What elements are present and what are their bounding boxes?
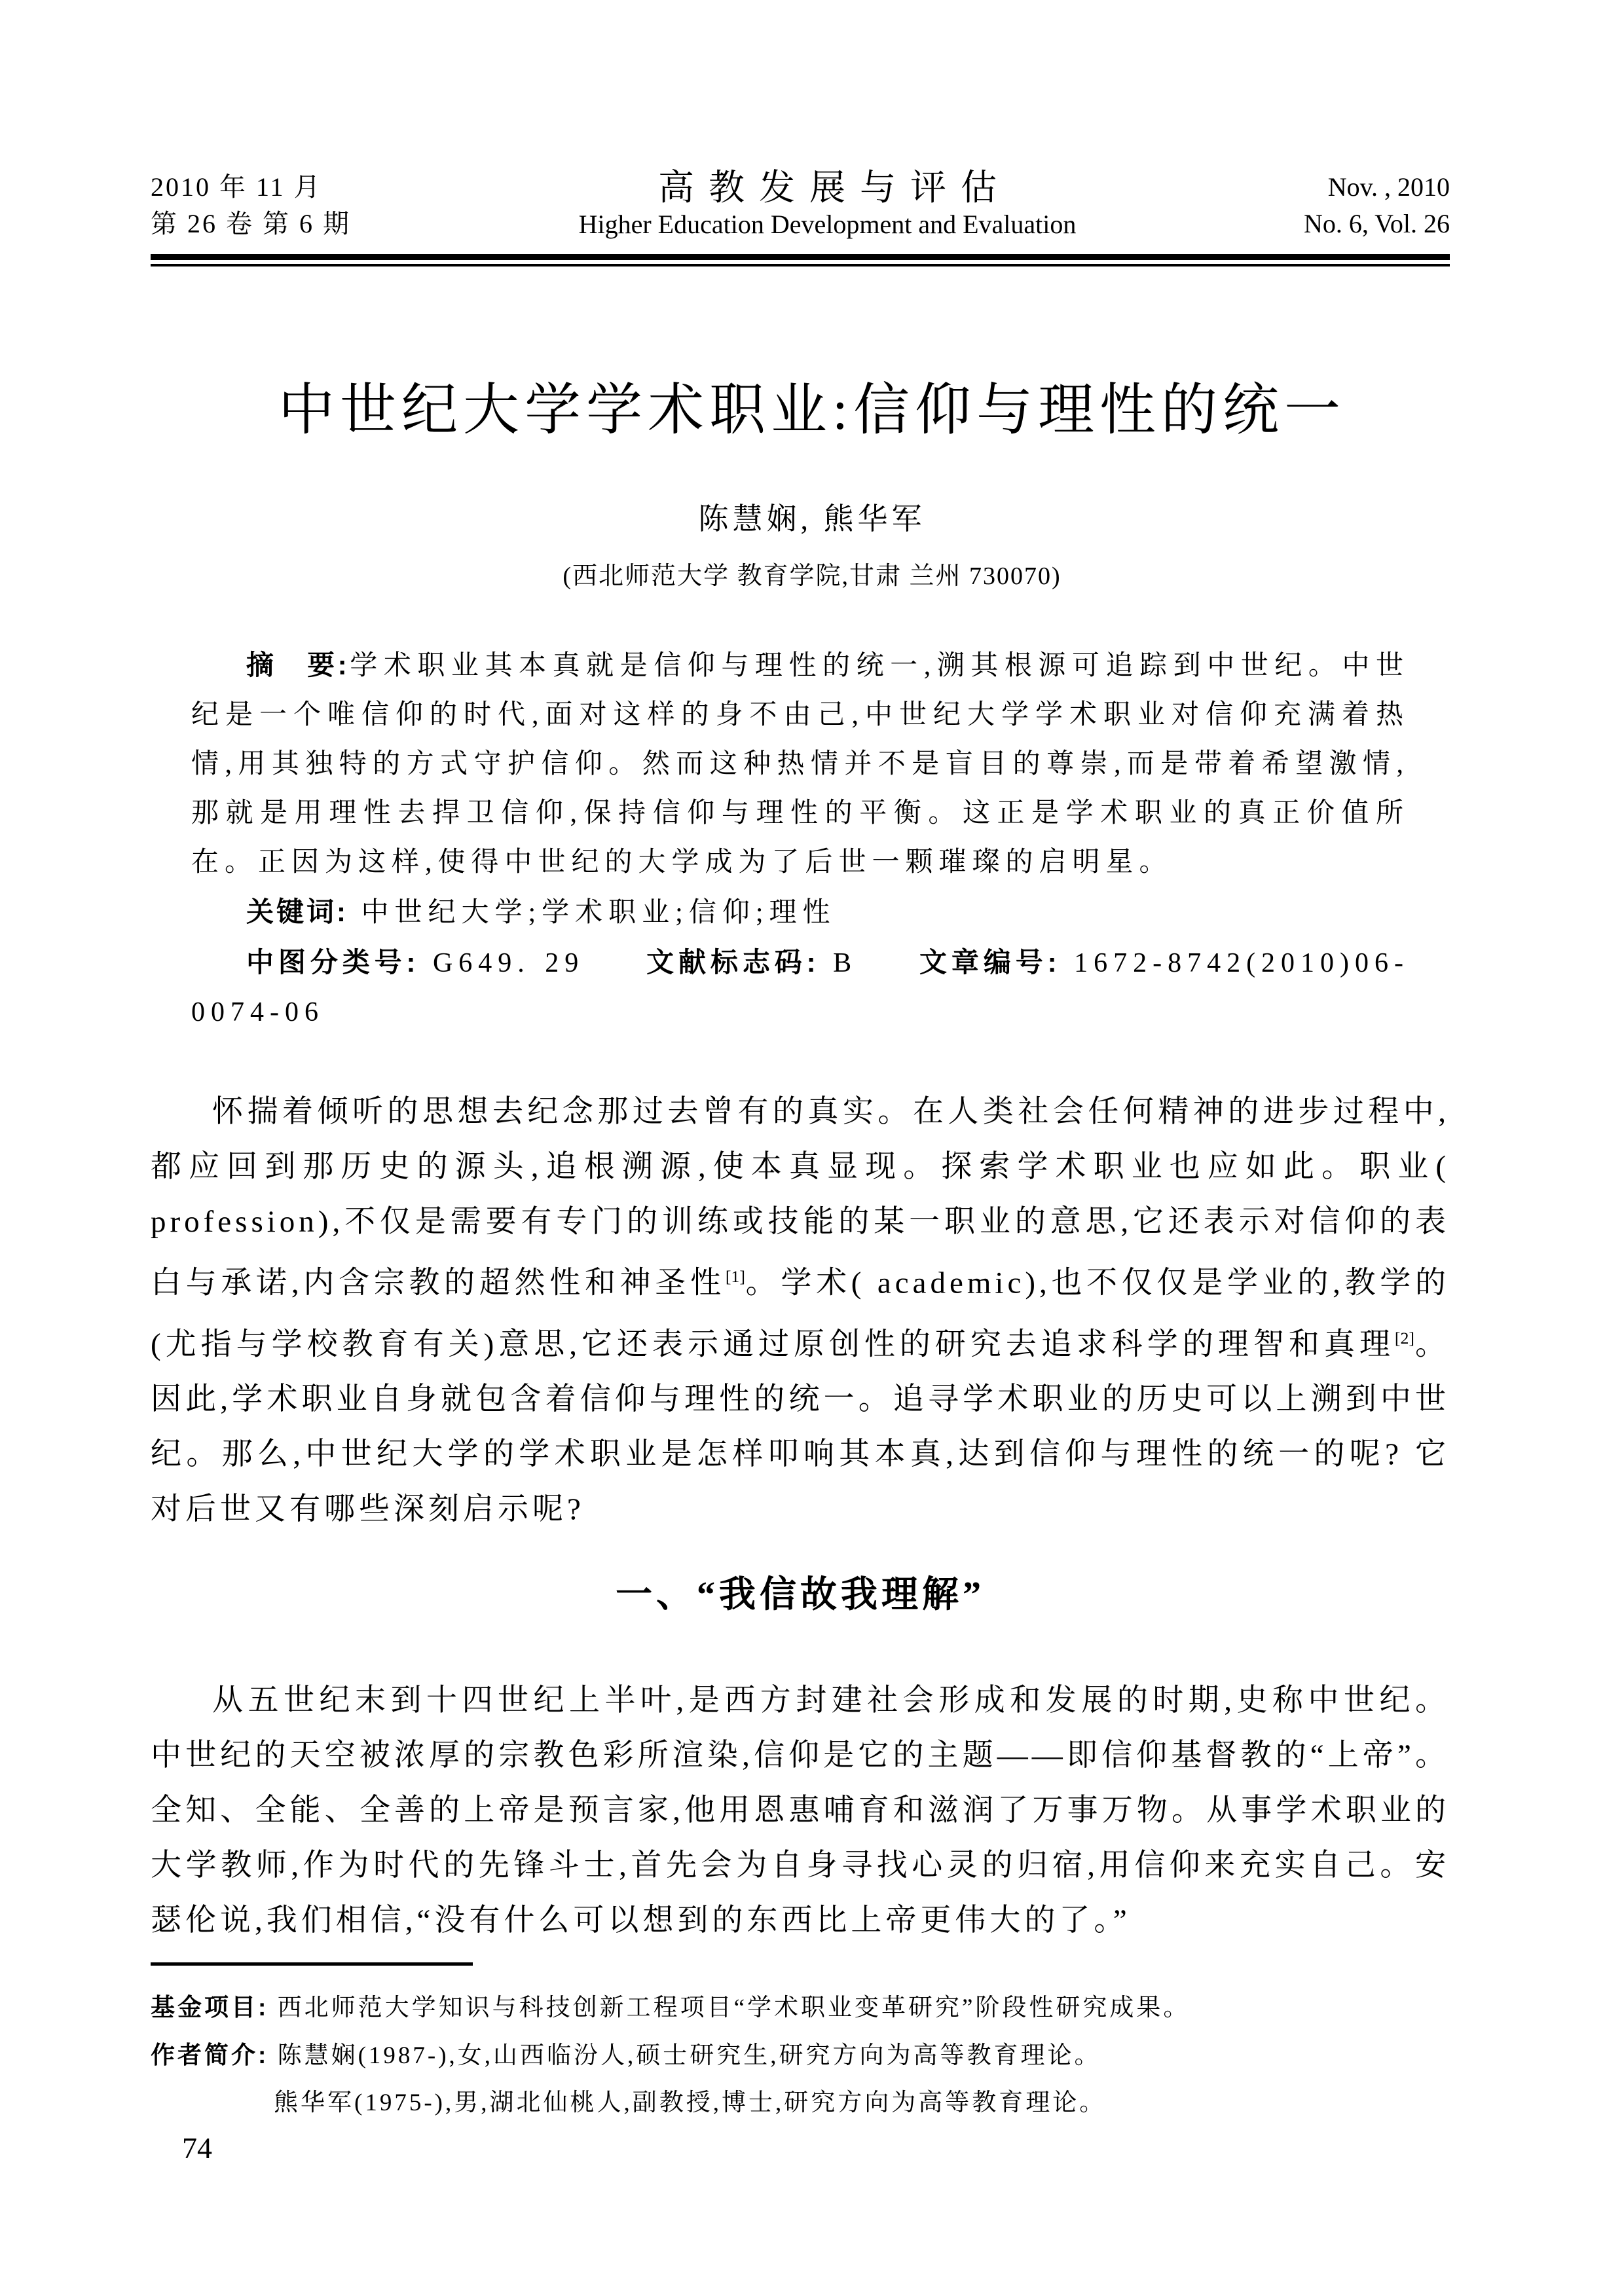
bio-label: 作者简介: — [151, 2042, 269, 2068]
doc-code-value: B — [833, 948, 858, 978]
footnotes-section — [151, 1984, 1450, 2127]
page-number: 74 — [182, 2131, 212, 2165]
doc-code-label: 文献标志码: — [644, 947, 819, 978]
section-paragraph: 从五世纪末到十四世纪上半叶,是西方封建社会形成和发展的时期,史称中世纪。中世纪的天空被浓厚的宗教色彩所渲染,信仰是它的主题——即信仰基督教的“上帝”。全知、全能、全善的上帝是预言家,他用恩惠哺育和滋润了万事万物。从事学术职业的大学教师,作为时代的先锋斗士,首先会为自身寻找心灵的归宿,用信仰来充实自己。安瑟伦说,我们相信,“没有什么可以想到的东西比上帝更伟大的了。” — [151, 1683, 1450, 1938]
intro-text-2: 。学术( academic),也不仅仅是学业的,教学的(尤指与学校教育有关)意思,它还表示通过原创性的研究去追求科学的理智和真理 — [151, 1266, 1450, 1362]
abstract-paragraph — [191, 640, 1409, 887]
header-issue-en-block — [1304, 169, 1450, 242]
author-bio-1 — [151, 2032, 1450, 2080]
header-volume-en: No. 6, Vol. 26 — [1303, 209, 1450, 238]
abstract-text: 学术职业其本真就是信仰与理性的统一,溯其根源可追踪到中世纪。中世纪是一个唯信仰的时代,面对这样的身不由己,中世纪大学学术职业对信仰充满着热情,用其独特的方式守护信仰。然而这种热情并不是盲目的尊崇,而是带着希望激情,那就是用理性去捍卫信仰,保持信仰与理性的平衡。这正是学术职业的真正价值所在。正因为这样,使得中世纪的大学成为了后世一颗璀璨的启明星。 — [191, 651, 1409, 877]
citation-ref-1: [1] — [725, 1267, 745, 1286]
classification-line — [191, 938, 1409, 1037]
keywords-label: 关键词: — [246, 896, 348, 927]
journal-header — [151, 169, 1450, 242]
clc-label: 中图分类号: — [246, 947, 418, 978]
journal-title-en: Higher Education Development and Evaluation — [578, 210, 1077, 239]
intro-text-1: 怀揣着倾听的思想去纪念那过去曾有的真实。在人类社会任何精神的进步过程中,都应回到那历史的源头,追根溯源,使本真显现。探索学术职业也应如此。职业( profession),不仅是需要有专门的训练或技能的某一职业的意思,它还表示对信仰的表白与承诺,内含宗教的超然性和神圣性 — [151, 1095, 1450, 1300]
article-affiliation: (西北师范大学 教育学院,甘肃 兰州 730070) — [563, 562, 1061, 590]
fund-note — [151, 1984, 1450, 2032]
clc-value: G649. 29 — [432, 948, 585, 978]
intro-text-3: 。因此,学术职业自身就包含着信仰与理性的统一。追寻学术职业的历史可以上溯到中世纪。那么,中世纪大学的学术职业是怎样叩响其本真,达到信仰与理性的统一的呢? 它对后世又有哪些深刻启示呢? — [151, 1327, 1450, 1527]
author-bio-2: 熊华军(1975-),男,湖北仙桃人,副教授,博士,研究方向为高等教育理论。 — [274, 2089, 1107, 2116]
abstract-section — [191, 640, 1409, 1037]
fund-label: 基金项目: — [151, 1994, 269, 2021]
header-divider-rule — [151, 254, 1450, 266]
header-date-cn: 2010 年 11 月 — [151, 172, 322, 202]
article-id-value: 1672-8742(2010)06-0074-06 — [191, 948, 1410, 1027]
header-issue-cn-block — [151, 169, 351, 242]
article-id-label: 文章编号: — [917, 947, 1060, 978]
article-title: 中世纪大学学术职业:信仰与理性的统一 — [278, 378, 1346, 441]
fund-text: 西北师范大学知识与科技创新工程项目“学术职业变革研究”阶段性研究成果。 — [277, 1994, 1190, 2021]
header-volume-cn: 第 26 卷 第 6 期 — [151, 209, 351, 238]
abstract-label: 摘 要: — [246, 650, 350, 680]
article-authors: 陈慧娴, 熊华军 — [698, 502, 926, 536]
journal-title-cn: 高教发展与评估 — [657, 168, 1011, 208]
header-date-en: Nov. , 2010 — [1327, 172, 1450, 202]
keywords-line — [191, 887, 1409, 938]
section-heading-1: 一、“我信故我理解” — [616, 1575, 985, 1616]
citation-ref-2: [2] — [1394, 1328, 1414, 1348]
intro-paragraph — [151, 1084, 1450, 1537]
keywords-text: 中世纪大学;学术职业;信仰;理性 — [361, 898, 836, 928]
journal-title-block — [579, 169, 1077, 242]
footnote-divider-rule — [151, 1962, 473, 1966]
bio-text-1: 陈慧娴(1987-),女,山西临汾人,硕士研究生,研究方向为高等教育理论。 — [277, 2042, 1101, 2069]
article-body — [151, 1084, 1450, 1948]
